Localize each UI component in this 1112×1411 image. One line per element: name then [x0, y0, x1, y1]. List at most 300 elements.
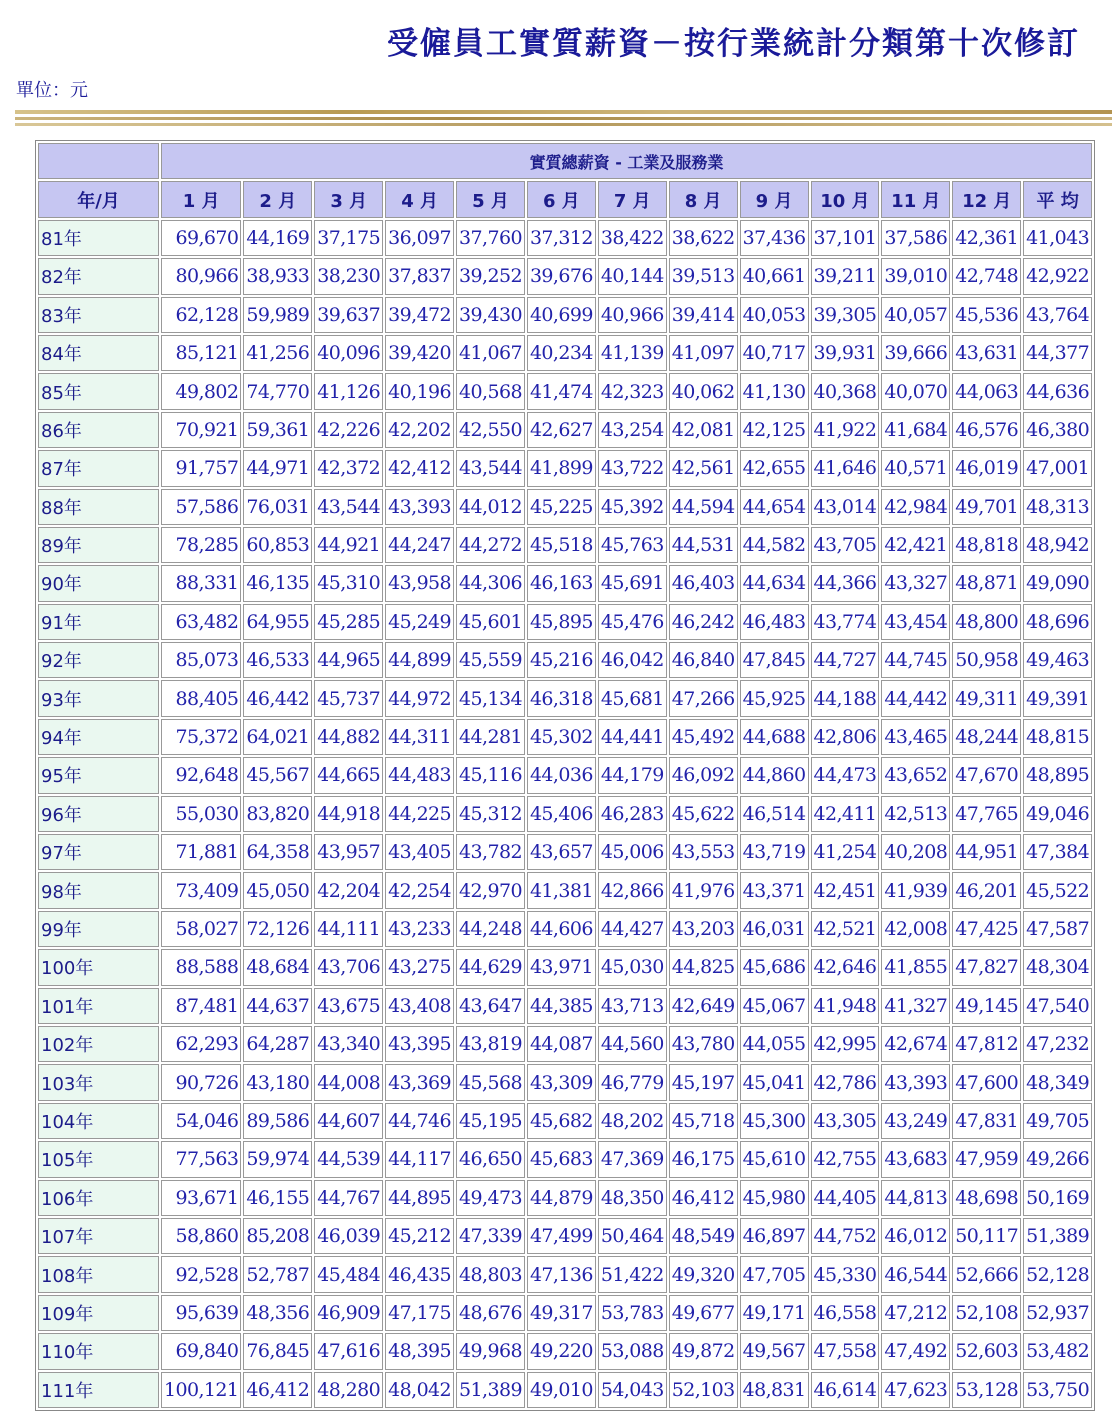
- value-cell: 40,208: [881, 834, 950, 870]
- value-cell: 41,684: [881, 412, 950, 448]
- value-cell: 44,767: [314, 1180, 383, 1216]
- value-cell: 49,802: [161, 373, 241, 409]
- value-cell: 44,745: [881, 642, 950, 678]
- value-cell: 43,233: [385, 911, 454, 947]
- wage-table: [35, 140, 1095, 1411]
- group-header-row: [38, 143, 1092, 179]
- value-cell: 44,654: [740, 489, 809, 525]
- table-row: [38, 949, 1092, 985]
- table-row: [38, 1372, 1092, 1408]
- value-cell: 51,389: [456, 1372, 525, 1408]
- value-cell: 45,518: [527, 527, 596, 563]
- value-cell: 73,409: [161, 872, 241, 908]
- value-cell: 52,787: [243, 1256, 312, 1292]
- value-cell: 46,012: [881, 1218, 950, 1254]
- value-cell: 44,531: [669, 527, 738, 563]
- value-cell: 49,701: [952, 489, 1021, 525]
- value-cell: 52,108: [952, 1295, 1021, 1331]
- value-cell: 45,718: [669, 1103, 738, 1139]
- value-cell: 37,312: [527, 220, 596, 256]
- value-cell: 38,230: [314, 258, 383, 294]
- value-cell: 43,254: [598, 412, 667, 448]
- value-cell: 43,305: [811, 1103, 880, 1139]
- value-cell: 42,226: [314, 412, 383, 448]
- year-cell: 91年: [38, 604, 159, 640]
- value-cell: 45,763: [598, 527, 667, 563]
- value-cell: 49,046: [1023, 796, 1092, 832]
- table-row: [38, 373, 1092, 409]
- value-cell: 42,204: [314, 872, 383, 908]
- value-cell: 40,053: [740, 297, 809, 333]
- value-cell: 48,696: [1023, 604, 1092, 640]
- value-cell: 44,012: [456, 489, 525, 525]
- value-cell: 43,958: [385, 565, 454, 601]
- value-cell: 41,976: [669, 872, 738, 908]
- value-cell: 41,922: [811, 412, 880, 448]
- value-cell: 39,414: [669, 297, 738, 333]
- value-cell: 43,705: [811, 527, 880, 563]
- value-cell: 42,202: [385, 412, 454, 448]
- table-row: [38, 258, 1092, 294]
- value-cell: 45,212: [385, 1218, 454, 1254]
- value-cell: 47,616: [314, 1333, 383, 1369]
- table-row: [38, 757, 1092, 793]
- year-cell: 83年: [38, 297, 159, 333]
- value-cell: 47,558: [811, 1333, 880, 1369]
- value-cell: 46,031: [740, 911, 809, 947]
- table-row: [38, 1256, 1092, 1292]
- value-cell: 46,483: [740, 604, 809, 640]
- value-cell: 42,513: [881, 796, 950, 832]
- year-cell: 107年: [38, 1218, 159, 1254]
- value-cell: 44,247: [385, 527, 454, 563]
- value-cell: 43,180: [243, 1064, 312, 1100]
- value-cell: 44,965: [314, 642, 383, 678]
- year-cell: 90年: [38, 565, 159, 601]
- value-cell: 48,815: [1023, 719, 1092, 755]
- value-cell: 45,216: [527, 642, 596, 678]
- table-row: [38, 642, 1092, 678]
- value-cell: 43,405: [385, 834, 454, 870]
- value-cell: 41,899: [527, 450, 596, 486]
- value-cell: 39,430: [456, 297, 525, 333]
- value-cell: 64,358: [243, 834, 312, 870]
- year-cell: 94年: [38, 719, 159, 755]
- year-cell: 103年: [38, 1064, 159, 1100]
- table-row: [38, 988, 1092, 1024]
- value-cell: 43,713: [598, 988, 667, 1024]
- value-cell: 45,030: [598, 949, 667, 985]
- value-cell: 44,971: [243, 450, 312, 486]
- value-cell: 43,774: [811, 604, 880, 640]
- value-cell: 38,622: [669, 220, 738, 256]
- value-cell: 45,682: [527, 1103, 596, 1139]
- value-cell: 46,092: [669, 757, 738, 793]
- value-cell: 91,757: [161, 450, 241, 486]
- value-cell: 41,139: [598, 335, 667, 371]
- value-cell: 44,921: [314, 527, 383, 563]
- value-cell: 44,473: [811, 757, 880, 793]
- year-cell: 98年: [38, 872, 159, 908]
- value-cell: 42,412: [385, 450, 454, 486]
- value-cell: 48,871: [952, 565, 1021, 601]
- table-row: [38, 335, 1092, 371]
- value-cell: 49,872: [669, 1333, 738, 1369]
- table-row: [38, 297, 1092, 333]
- column-header: 2 月: [243, 181, 312, 217]
- value-cell: 48,831: [740, 1372, 809, 1408]
- value-cell: 45,476: [598, 604, 667, 640]
- decorative-divider: [15, 110, 1112, 130]
- value-cell: 44,636: [1023, 373, 1092, 409]
- value-cell: 45,522: [1023, 872, 1092, 908]
- table-row: [38, 527, 1092, 563]
- value-cell: 48,356: [243, 1295, 312, 1331]
- value-cell: 50,958: [952, 642, 1021, 678]
- value-cell: 76,031: [243, 489, 312, 525]
- value-cell: 43,652: [881, 757, 950, 793]
- value-cell: 48,818: [952, 527, 1021, 563]
- value-cell: 44,063: [952, 373, 1021, 409]
- table-row: [38, 872, 1092, 908]
- value-cell: 42,421: [881, 527, 950, 563]
- value-cell: 49,677: [669, 1295, 738, 1331]
- value-cell: 64,021: [243, 719, 312, 755]
- value-cell: 44,169: [243, 220, 312, 256]
- value-cell: 74,770: [243, 373, 312, 409]
- value-cell: 42,627: [527, 412, 596, 448]
- value-cell: 44,442: [881, 680, 950, 716]
- value-cell: 49,391: [1023, 680, 1092, 716]
- value-cell: 45,406: [527, 796, 596, 832]
- year-cell: 96年: [38, 796, 159, 832]
- value-cell: 92,528: [161, 1256, 241, 1292]
- value-cell: 36,097: [385, 220, 454, 256]
- value-cell: 44,441: [598, 719, 667, 755]
- value-cell: 40,568: [456, 373, 525, 409]
- value-cell: 44,179: [598, 757, 667, 793]
- value-cell: 50,169: [1023, 1180, 1092, 1216]
- value-cell: 40,234: [527, 335, 596, 371]
- value-cell: 43,719: [740, 834, 809, 870]
- value-cell: 77,563: [161, 1141, 241, 1177]
- year-cell: 109年: [38, 1295, 159, 1331]
- value-cell: 48,244: [952, 719, 1021, 755]
- value-cell: 41,939: [881, 872, 950, 908]
- value-cell: 41,254: [811, 834, 880, 870]
- year-cell: 84年: [38, 335, 159, 371]
- value-cell: 45,567: [243, 757, 312, 793]
- value-cell: 48,895: [1023, 757, 1092, 793]
- value-cell: 45,285: [314, 604, 383, 640]
- value-cell: 44,665: [314, 757, 383, 793]
- value-cell: 46,779: [598, 1064, 667, 1100]
- value-cell: 44,272: [456, 527, 525, 563]
- value-cell: 42,866: [598, 872, 667, 908]
- value-cell: 37,101: [811, 220, 880, 256]
- value-cell: 42,970: [456, 872, 525, 908]
- value-cell: 37,586: [881, 220, 950, 256]
- value-cell: 58,027: [161, 911, 241, 947]
- value-cell: 48,698: [952, 1180, 1021, 1216]
- value-cell: 46,650: [456, 1141, 525, 1177]
- value-cell: 40,062: [669, 373, 738, 409]
- value-cell: 48,350: [598, 1180, 667, 1216]
- value-cell: 48,304: [1023, 949, 1092, 985]
- value-cell: 41,646: [811, 450, 880, 486]
- value-cell: 39,637: [314, 297, 383, 333]
- value-cell: 51,422: [598, 1256, 667, 1292]
- value-cell: 42,755: [811, 1141, 880, 1177]
- value-cell: 47,831: [952, 1103, 1021, 1139]
- value-cell: 49,320: [669, 1256, 738, 1292]
- value-cell: 49,010: [527, 1372, 596, 1408]
- value-cell: 42,081: [669, 412, 738, 448]
- value-cell: 45,895: [527, 604, 596, 640]
- value-cell: 42,521: [811, 911, 880, 947]
- value-cell: 43,014: [811, 489, 880, 525]
- value-cell: 40,699: [527, 297, 596, 333]
- value-cell: 42,451: [811, 872, 880, 908]
- year-cell: 101年: [38, 988, 159, 1024]
- value-cell: 45,980: [740, 1180, 809, 1216]
- value-cell: 40,070: [881, 373, 950, 409]
- year-cell: 106年: [38, 1180, 159, 1216]
- value-cell: 43,454: [881, 604, 950, 640]
- value-cell: 43,764: [1023, 297, 1092, 333]
- value-cell: 45,484: [314, 1256, 383, 1292]
- value-cell: 45,330: [811, 1256, 880, 1292]
- column-header: 7 月: [598, 181, 667, 217]
- value-cell: 44,055: [740, 1026, 809, 1062]
- value-cell: 39,305: [811, 297, 880, 333]
- value-cell: 63,482: [161, 604, 241, 640]
- value-cell: 93,671: [161, 1180, 241, 1216]
- value-cell: 47,266: [669, 680, 738, 716]
- value-cell: 48,549: [669, 1218, 738, 1254]
- value-cell: 47,845: [740, 642, 809, 678]
- value-cell: 45,392: [598, 489, 667, 525]
- value-cell: 44,918: [314, 796, 383, 832]
- value-cell: 44,637: [243, 988, 312, 1024]
- column-header-row: [38, 181, 1092, 217]
- value-cell: 59,974: [243, 1141, 312, 1177]
- value-cell: 42,372: [314, 450, 383, 486]
- value-cell: 45,492: [669, 719, 738, 755]
- value-cell: 44,248: [456, 911, 525, 947]
- column-header: 6 月: [527, 181, 596, 217]
- value-cell: 39,931: [811, 335, 880, 371]
- value-cell: 46,412: [669, 1180, 738, 1216]
- value-cell: 43,203: [669, 911, 738, 947]
- year-cell: 81年: [38, 220, 159, 256]
- value-cell: 45,050: [243, 872, 312, 908]
- value-cell: 54,046: [161, 1103, 241, 1139]
- value-cell: 46,283: [598, 796, 667, 832]
- value-cell: 60,853: [243, 527, 312, 563]
- value-cell: 48,349: [1023, 1064, 1092, 1100]
- year-cell: 88年: [38, 489, 159, 525]
- value-cell: 45,691: [598, 565, 667, 601]
- value-cell: 46,042: [598, 642, 667, 678]
- value-cell: 46,242: [669, 604, 738, 640]
- value-cell: 49,463: [1023, 642, 1092, 678]
- value-cell: 45,041: [740, 1064, 809, 1100]
- value-cell: 44,188: [811, 680, 880, 716]
- year-cell: 95年: [38, 757, 159, 793]
- value-cell: 44,594: [669, 489, 738, 525]
- value-cell: 49,220: [527, 1333, 596, 1369]
- value-cell: 44,483: [385, 757, 454, 793]
- value-cell: 48,684: [243, 949, 312, 985]
- value-cell: 75,372: [161, 719, 241, 755]
- column-header: 12 月: [952, 181, 1021, 217]
- value-cell: 43,971: [527, 949, 596, 985]
- value-cell: 45,686: [740, 949, 809, 985]
- column-header: 4 月: [385, 181, 454, 217]
- value-cell: 47,212: [881, 1295, 950, 1331]
- table-row: [38, 565, 1092, 601]
- value-cell: 46,380: [1023, 412, 1092, 448]
- value-cell: 42,646: [811, 949, 880, 985]
- value-cell: 52,937: [1023, 1295, 1092, 1331]
- value-cell: 45,116: [456, 757, 525, 793]
- value-cell: 49,567: [740, 1333, 809, 1369]
- value-cell: 43,465: [881, 719, 950, 755]
- value-cell: 80,966: [161, 258, 241, 294]
- value-cell: 38,422: [598, 220, 667, 256]
- value-cell: 44,825: [669, 949, 738, 985]
- value-cell: 43,683: [881, 1141, 950, 1177]
- value-cell: 48,313: [1023, 489, 1092, 525]
- value-cell: 44,036: [527, 757, 596, 793]
- value-cell: 42,649: [669, 988, 738, 1024]
- value-cell: 53,750: [1023, 1372, 1092, 1408]
- value-cell: 41,256: [243, 335, 312, 371]
- value-cell: 62,293: [161, 1026, 241, 1062]
- value-cell: 49,145: [952, 988, 1021, 1024]
- value-cell: 43,395: [385, 1026, 454, 1062]
- value-cell: 62,128: [161, 297, 241, 333]
- table-row: [38, 1064, 1092, 1100]
- table-row: [38, 1180, 1092, 1216]
- value-cell: 44,008: [314, 1064, 383, 1100]
- value-cell: 37,436: [740, 220, 809, 256]
- value-cell: 47,587: [1023, 911, 1092, 947]
- value-cell: 46,135: [243, 565, 312, 601]
- year-cell: 105年: [38, 1141, 159, 1177]
- value-cell: 43,309: [527, 1064, 596, 1100]
- value-cell: 85,208: [243, 1218, 312, 1254]
- value-cell: 48,942: [1023, 527, 1092, 563]
- value-cell: 90,726: [161, 1064, 241, 1100]
- value-cell: 39,252: [456, 258, 525, 294]
- value-cell: 47,175: [385, 1295, 454, 1331]
- value-cell: 45,536: [952, 297, 1021, 333]
- table-row: [38, 1333, 1092, 1369]
- value-cell: 46,175: [669, 1141, 738, 1177]
- value-cell: 41,474: [527, 373, 596, 409]
- value-cell: 48,202: [598, 1103, 667, 1139]
- value-cell: 44,860: [740, 757, 809, 793]
- value-cell: 52,103: [669, 1372, 738, 1408]
- table-row: [38, 719, 1092, 755]
- value-cell: 42,561: [669, 450, 738, 486]
- value-cell: 70,921: [161, 412, 241, 448]
- year-cell: 99年: [38, 911, 159, 947]
- value-cell: 59,989: [243, 297, 312, 333]
- value-cell: 47,369: [598, 1141, 667, 1177]
- year-cell: 102年: [38, 1026, 159, 1062]
- value-cell: 42,411: [811, 796, 880, 832]
- value-cell: 45,683: [527, 1141, 596, 1177]
- value-cell: 46,019: [952, 450, 1021, 486]
- year-cell: 104年: [38, 1103, 159, 1139]
- value-cell: 45,006: [598, 834, 667, 870]
- value-cell: 85,121: [161, 335, 241, 371]
- value-cell: 43,780: [669, 1026, 738, 1062]
- value-cell: 46,514: [740, 796, 809, 832]
- value-cell: 49,317: [527, 1295, 596, 1331]
- value-cell: 52,603: [952, 1333, 1021, 1369]
- column-header: 10 月: [811, 181, 880, 217]
- value-cell: 44,951: [952, 834, 1021, 870]
- value-cell: 52,128: [1023, 1256, 1092, 1292]
- value-cell: 57,586: [161, 489, 241, 525]
- year-cell: 89年: [38, 527, 159, 563]
- value-cell: 43,327: [881, 565, 950, 601]
- value-cell: 44,087: [527, 1026, 596, 1062]
- value-cell: 48,280: [314, 1372, 383, 1408]
- value-cell: 44,688: [740, 719, 809, 755]
- table-row: [38, 796, 1092, 832]
- value-cell: 47,540: [1023, 988, 1092, 1024]
- table-body: [38, 220, 1092, 1408]
- year-cell: 82年: [38, 258, 159, 294]
- column-header: 5 月: [456, 181, 525, 217]
- value-cell: 40,196: [385, 373, 454, 409]
- value-cell: 43,544: [456, 450, 525, 486]
- value-cell: 53,088: [598, 1333, 667, 1369]
- column-header: 3 月: [314, 181, 383, 217]
- value-cell: 44,752: [811, 1218, 880, 1254]
- value-cell: 44,281: [456, 719, 525, 755]
- value-cell: 44,607: [314, 1103, 383, 1139]
- value-cell: 44,377: [1023, 335, 1092, 371]
- value-cell: 43,393: [881, 1064, 950, 1100]
- value-cell: 40,144: [598, 258, 667, 294]
- value-cell: 71,881: [161, 834, 241, 870]
- value-cell: 43,706: [314, 949, 383, 985]
- value-cell: 43,544: [314, 489, 383, 525]
- value-cell: 43,340: [314, 1026, 383, 1062]
- value-cell: 41,067: [456, 335, 525, 371]
- value-cell: 46,163: [527, 565, 596, 601]
- value-cell: 89,586: [243, 1103, 312, 1139]
- column-header: 1 月: [161, 181, 241, 217]
- table-row: [38, 1218, 1092, 1254]
- value-cell: 50,464: [598, 1218, 667, 1254]
- table-row: [38, 911, 1092, 947]
- table-row: [38, 604, 1092, 640]
- value-cell: 42,786: [811, 1064, 880, 1100]
- value-cell: 47,600: [952, 1064, 1021, 1100]
- value-cell: 49,473: [456, 1180, 525, 1216]
- value-cell: 88,331: [161, 565, 241, 601]
- value-cell: 43,408: [385, 988, 454, 1024]
- value-cell: 76,845: [243, 1333, 312, 1369]
- value-cell: 52,666: [952, 1256, 1021, 1292]
